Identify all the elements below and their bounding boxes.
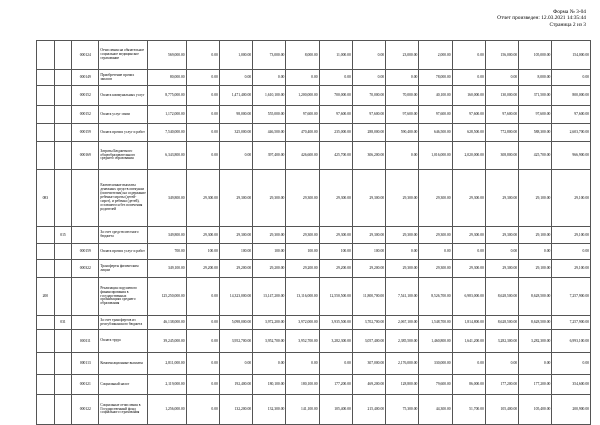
amount-cell: 29,300.00 — [386, 260, 419, 278]
amount-cell: 215,400.00 — [352, 395, 385, 425]
amount-cell: 8,628,500.00 — [485, 316, 518, 330]
specifics-code-cell: 000124 — [72, 41, 99, 70]
amount-cell: 79,600.00 — [419, 375, 452, 395]
program-code-cell — [37, 330, 55, 353]
amount-cell: 73,000.00 — [253, 41, 286, 70]
amount-cell: 5,098,000.00 — [219, 316, 252, 330]
amount-cell: 2,119,000.00 — [148, 375, 186, 395]
amount-cell: 192,400.00 — [219, 375, 252, 395]
amount-cell: 29,200.00 — [286, 260, 319, 278]
amount-cell: 8,000.00 — [519, 70, 552, 86]
amount-cell: 555,000.00 — [253, 106, 286, 124]
amount-cell: 141,100.00 — [286, 395, 319, 425]
amount-cell: 29,300.00 — [219, 170, 252, 227]
amount-cell: 0.00 — [419, 244, 452, 260]
amount-cell: 154,000.00 — [552, 41, 591, 70]
amount-cell: 1,460,800.00 — [419, 330, 452, 353]
program-code-cell — [37, 353, 55, 375]
amount-cell: 29,300.00 — [253, 170, 286, 227]
amount-cell: 97,600.00 — [386, 106, 419, 124]
amount-cell: 469,200.00 — [352, 375, 385, 395]
amount-cell: 0.00 — [552, 353, 591, 375]
amount-cell: 349,800.00 — [148, 227, 186, 244]
amount-cell: 2,385,500.00 — [386, 330, 419, 353]
program-code-cell — [37, 316, 55, 330]
amount-cell: 0.00 — [386, 142, 419, 170]
amount-cell: 0.00 — [452, 70, 485, 86]
amount-cell: 97,600.00 — [319, 106, 352, 124]
program-code-cell — [37, 106, 55, 124]
subprogram-code-cell — [54, 330, 72, 353]
amount-cell: 44,300.00 — [419, 395, 452, 425]
amount-cell: 29,300.00 — [485, 227, 518, 244]
subprogram-code-cell — [54, 353, 72, 375]
amount-cell: 29,300.00 — [352, 170, 385, 227]
amount-cell: 7,257,900.00 — [552, 316, 591, 330]
description-cell: За счет средств местного бюджета — [99, 227, 148, 244]
amount-cell: 0.00 — [452, 41, 485, 70]
amount-cell: 70,000.00 — [352, 86, 385, 106]
amount-cell: 425,700.00 — [319, 142, 352, 170]
amount-cell: 177,200.00 — [485, 375, 518, 395]
amount-cell: 772,800.00 — [485, 124, 518, 142]
amount-cell: 128,800.00 — [386, 375, 419, 395]
amount-cell: 29,300.00 — [286, 170, 319, 227]
amount-cell: 29,300.00 — [452, 260, 485, 278]
amount-cell: 0.00 — [485, 70, 518, 86]
amount-cell: 0.00 — [186, 375, 219, 395]
subprogram-code-cell — [54, 170, 72, 227]
subprogram-code-cell: 031 — [54, 316, 72, 330]
amount-cell: 8,526,700.00 — [419, 278, 452, 316]
amount-cell: 29,300.00 — [219, 227, 252, 244]
description-cell: Трансферты физическим лицам — [99, 260, 148, 278]
amount-cell: 105,400.00 — [319, 395, 352, 425]
amount-cell: 29,100.00 — [519, 260, 552, 278]
amount-cell: 1,610,100.00 — [253, 86, 286, 106]
amount-cell: 3,057,400.00 — [352, 330, 385, 353]
amount-cell: 700,000.00 — [319, 86, 352, 106]
amount-cell: 0.00 — [186, 353, 219, 375]
table-row — [37, 70, 591, 86]
amount-cell: 130,000.00 — [485, 86, 518, 106]
description-cell: За счет трансфертов из республиканского бюджета — [99, 316, 148, 330]
amount-cell: 29,300.00 — [386, 227, 419, 244]
table-row — [37, 395, 591, 425]
table-row — [37, 316, 591, 330]
specifics-code-cell: 000169 — [72, 142, 99, 170]
amount-cell: 2,603,700.00 — [552, 124, 591, 142]
table-row — [37, 244, 591, 260]
amount-cell: 29,100.00 — [552, 227, 591, 244]
amount-cell: 1,548,700.00 — [419, 316, 452, 330]
amount-cell: 569,000.00 — [148, 41, 186, 70]
subprogram-code-cell — [54, 124, 72, 142]
amount-cell: 0.00 — [186, 395, 219, 425]
amount-cell: 97,600.00 — [519, 106, 552, 124]
amount-cell: 12,550,500.00 — [319, 278, 352, 316]
amount-cell: 97,600.00 — [286, 106, 319, 124]
specifics-code-cell — [72, 227, 99, 244]
amount-cell: 29,300.00 — [186, 170, 219, 227]
table-row — [37, 278, 591, 316]
specifics-code-cell: 000322 — [72, 260, 99, 278]
amount-cell: 330,000.00 — [419, 353, 452, 375]
subprogram-code-cell — [54, 70, 72, 86]
table-row — [37, 353, 591, 375]
amount-cell: 132,300.00 — [253, 395, 286, 425]
amount-cell: 7,257,900.00 — [552, 278, 591, 316]
amount-cell: 3,282,300.00 — [485, 330, 518, 353]
amount-cell: 29,200.00 — [253, 260, 286, 278]
description-cell: Компенсационные выплаты — [99, 353, 148, 375]
amount-cell: 306,200.00 — [352, 142, 385, 170]
amount-cell: 1,172,000.00 — [148, 106, 186, 124]
amount-cell: 39,245,000.00 — [148, 330, 186, 353]
amount-cell: 354,600.00 — [552, 375, 591, 395]
amount-cell: 0.00 — [452, 244, 485, 260]
specifics-code-cell: 000152 — [72, 106, 99, 124]
amount-cell: 0.00 — [386, 244, 419, 260]
amount-cell: 29,300.00 — [186, 227, 219, 244]
amount-cell: 470,400.00 — [286, 124, 319, 142]
amount-cell: 0.00 — [485, 353, 518, 375]
description-cell: Оплата труда — [99, 330, 148, 353]
specifics-code-cell — [72, 278, 99, 316]
subprogram-code-cell — [54, 142, 72, 170]
amount-cell: 75,300.00 — [386, 395, 419, 425]
specifics-code-cell: 000159 — [72, 244, 99, 260]
amount-cell: 446,500.00 — [253, 124, 286, 142]
specifics-code-cell — [72, 170, 99, 227]
amount-cell: 86,000.00 — [452, 375, 485, 395]
program-code-cell — [37, 142, 55, 170]
amount-cell: 3,935,500.00 — [319, 316, 352, 330]
amount-cell: 11,000.00 — [319, 41, 352, 70]
description-cell: Реализация подушевого финансирования в государственных организациях среднего образования — [99, 278, 148, 316]
specifics-code-cell: 000159 — [72, 124, 99, 142]
amount-cell: 0.00 — [186, 124, 219, 142]
amount-cell: 0.00 — [186, 41, 219, 70]
amount-cell: 0.00 — [186, 278, 219, 316]
description-cell: Затраты Бюджетного общеобразовательного среднего образования — [99, 142, 148, 170]
table-row — [37, 375, 591, 395]
amount-cell: 700.00 — [148, 244, 186, 260]
amount-cell: 588,300.00 — [519, 124, 552, 142]
amount-cell: 426,600.00 — [286, 142, 319, 170]
amount-cell: 177,200.00 — [519, 375, 552, 395]
amount-cell: 97,600.00 — [452, 106, 485, 124]
amount-cell: 13,116,000.00 — [286, 278, 319, 316]
amount-cell: 628,500.00 — [452, 124, 485, 142]
amount-cell: 1,814,800.00 — [452, 316, 485, 330]
amount-cell: 100.00 — [352, 244, 385, 260]
program-code-cell — [37, 86, 55, 106]
amount-cell: 51,700.00 — [452, 395, 485, 425]
amount-cell: 0.00 — [386, 70, 419, 86]
subprogram-code-cell: 015 — [54, 227, 72, 244]
amount-cell: 180,100.00 — [286, 375, 319, 395]
amount-cell: 29,300.00 — [485, 260, 518, 278]
subprogram-code-cell — [54, 395, 72, 425]
amount-cell: 105,400.00 — [519, 395, 552, 425]
amount-cell: 0.00 — [186, 316, 219, 330]
description-cell: Ежемесячные выплаты денежных средств опекунам (попечителям) на содержание ребенка-сироты (детей-сирот), и ребенка (детей), оставшегося без попечения родителей — [99, 170, 148, 227]
amount-cell: 70,000.00 — [386, 86, 419, 106]
amount-cell: 100.00 — [186, 244, 219, 260]
amount-cell: 349,100.00 — [148, 260, 186, 278]
amount-cell: 3,702,700.00 — [352, 316, 385, 330]
amount-cell: 6,983,000.00 — [452, 278, 485, 316]
amount-cell: 2,000.00 — [419, 41, 452, 70]
amount-cell: 7,540,000.00 — [148, 124, 186, 142]
amount-cell: 6,993,100.00 — [552, 330, 591, 353]
table-row — [37, 106, 591, 124]
amount-cell: 308,800.00 — [485, 142, 518, 170]
subprogram-code-cell — [54, 244, 72, 260]
amount-cell: 0.00 — [519, 353, 552, 375]
amount-cell: 0.00 — [186, 86, 219, 106]
table-row — [37, 86, 591, 106]
amount-cell: 0.00 — [485, 244, 518, 260]
subprogram-code-cell — [54, 106, 72, 124]
amount-cell: 97,600.00 — [485, 106, 518, 124]
amount-cell: 29,300.00 — [319, 227, 352, 244]
amount-cell: 8,000.00 — [286, 41, 319, 70]
description-cell: Оплата прочих услуг и работ — [99, 244, 148, 260]
amount-cell: 8,628,500.00 — [485, 278, 518, 316]
amount-cell: 23,000.00 — [386, 41, 419, 70]
amount-cell: 14,323,000.00 — [219, 278, 252, 316]
amount-cell: 371,500.00 — [519, 86, 552, 106]
amount-cell: 100.00 — [319, 244, 352, 260]
amount-cell: 29,100.00 — [552, 170, 591, 227]
amount-cell: 3,952,700.00 — [253, 330, 286, 353]
amount-cell: 0.00 — [253, 70, 286, 86]
amount-cell: 29,300.00 — [319, 170, 352, 227]
amount-cell: 0.00 — [186, 70, 219, 86]
amount-cell: 29,100.00 — [519, 170, 552, 227]
amount-cell: 6,343,800.00 — [148, 142, 186, 170]
amount-cell: 29,200.00 — [219, 260, 252, 278]
amount-cell: 29,300.00 — [419, 170, 452, 227]
amount-cell: 0.00 — [219, 142, 252, 170]
description-cell: Оплата прочих услуг и работ — [99, 124, 148, 142]
specifics-code-cell: 000111 — [72, 330, 99, 353]
table-row — [37, 260, 591, 278]
amount-cell: 646,500.00 — [419, 124, 452, 142]
amount-cell: 29,200.00 — [186, 260, 219, 278]
specifics-code-cell — [72, 316, 99, 330]
amount-cell: 3,282,300.00 — [319, 330, 352, 353]
amount-cell: 0.00 — [519, 244, 552, 260]
amount-cell: 180,100.00 — [253, 375, 286, 395]
amount-cell: 100.00 — [253, 244, 286, 260]
amount-cell: 307,000.00 — [352, 353, 385, 375]
amount-cell: 156,000.00 — [485, 41, 518, 70]
amount-cell: 235,000.00 — [319, 124, 352, 142]
amount-cell: 160,000.00 — [452, 86, 485, 106]
amount-cell: 2,020,000.00 — [452, 142, 485, 170]
amount-cell: 29,200.00 — [319, 260, 352, 278]
amount-cell: 0.00 — [319, 70, 352, 86]
specifics-code-cell: 000121 — [72, 375, 99, 395]
table-row — [37, 124, 591, 142]
budget-table — [36, 40, 591, 425]
table-row — [37, 170, 591, 227]
report-header — [346, 9, 586, 28]
page-number: Страница 2 из 3 — [549, 21, 586, 28]
program-code-cell — [37, 124, 55, 142]
amount-cell: 0.00 — [286, 70, 319, 86]
amount-cell: 0.00 — [286, 353, 319, 375]
amount-cell: 1,200,000.00 — [286, 86, 319, 106]
amount-cell: 29,100.00 — [519, 227, 552, 244]
amount-cell: 29,300.00 — [253, 227, 286, 244]
amount-cell: 0.00 — [186, 330, 219, 353]
amount-cell: 7,541,100.00 — [386, 278, 419, 316]
amount-cell: 590,400.00 — [386, 124, 419, 142]
table-row — [37, 227, 591, 244]
amount-cell: 29,300.00 — [286, 227, 319, 244]
description-cell: Оплата коммунальных услуг — [99, 86, 148, 106]
program-code-cell — [37, 395, 55, 425]
program-code-cell — [37, 227, 55, 244]
amount-cell: 46,138,000.00 — [148, 316, 186, 330]
amount-cell: 8,628,500.00 — [519, 316, 552, 330]
description-cell: Отчисления на обязательное социальное медицинское страхование — [99, 41, 148, 70]
amount-cell: 3,952,700.00 — [219, 330, 252, 353]
specifics-code-cell: 000152 — [72, 86, 99, 106]
amount-cell: 425,700.00 — [519, 142, 552, 170]
amount-cell: 0.00 — [219, 70, 252, 86]
program-code-cell — [37, 41, 55, 70]
description-cell: Социальные отчисления в Государственный фонд социального страхования — [99, 395, 148, 425]
amount-cell: 177,200.00 — [319, 375, 352, 395]
amount-cell: 0.00 — [552, 244, 591, 260]
amount-cell: 800,000.00 — [552, 86, 591, 106]
amount-cell: 2,067,100.00 — [386, 316, 419, 330]
amount-cell: 288,000.00 — [352, 124, 385, 142]
amount-cell: 3,972,000.00 — [286, 316, 319, 330]
amount-cell: 1,000.00 — [219, 41, 252, 70]
program-code-cell — [37, 70, 55, 86]
amount-cell: 29,200.00 — [352, 260, 385, 278]
amount-cell: 29,100.00 — [552, 260, 591, 278]
amount-cell: 78,000.00 — [419, 70, 452, 86]
amount-cell: 0.00 — [452, 353, 485, 375]
table-row — [37, 142, 591, 170]
amount-cell: 200,900.00 — [552, 395, 591, 425]
amount-cell: 397,400.00 — [253, 142, 286, 170]
amount-cell: 105,000.00 — [519, 41, 552, 70]
amount-cell: 349,800.00 — [148, 170, 186, 227]
table-row — [37, 41, 591, 70]
program-code-cell: 200 — [37, 278, 55, 316]
specifics-code-cell: 000113 — [72, 353, 99, 375]
amount-cell: 97,600.00 — [552, 106, 591, 124]
subprogram-code-cell — [54, 375, 72, 395]
amount-cell: 0.00 — [253, 353, 286, 375]
amount-cell: 80,000.00 — [148, 70, 186, 86]
subprogram-code-cell — [54, 41, 72, 70]
program-code-cell: 083 — [37, 170, 55, 227]
program-code-cell — [37, 375, 55, 395]
amount-cell: 0.00 — [186, 142, 219, 170]
amount-cell: 8,628,500.00 — [519, 278, 552, 316]
amount-cell: 0.00 — [352, 70, 385, 86]
report-timestamp: Отчет произведен: 12.03.2021 14:35:44 — [497, 15, 586, 22]
amount-cell: 132,200.00 — [219, 395, 252, 425]
amount-cell: 97,600.00 — [352, 106, 385, 124]
amount-cell: 966,900.00 — [552, 142, 591, 170]
amount-cell: 1,016,000.00 — [419, 142, 452, 170]
amount-cell: 3,972,200.00 — [253, 316, 286, 330]
amount-cell: 3,952,700.00 — [286, 330, 319, 353]
form-number: Форма № 3-04 — [552, 9, 586, 15]
amount-cell: 1,641,200.00 — [452, 330, 485, 353]
amount-cell: 1,471,400.00 — [219, 86, 252, 106]
amount-cell: 325,000.00 — [219, 124, 252, 142]
table-row — [37, 330, 591, 353]
description-cell: Приобретение прочих запасов — [99, 70, 148, 86]
program-code-cell — [37, 244, 55, 260]
amount-cell: 29,300.00 — [419, 227, 452, 244]
description-cell: Социальный налог — [99, 375, 148, 395]
amount-cell: 29,300.00 — [419, 260, 452, 278]
amount-cell: 8,775,000.00 — [148, 86, 186, 106]
amount-cell: 11,800,700.00 — [352, 278, 385, 316]
table-body — [37, 41, 591, 425]
amount-cell: 29,300.00 — [485, 170, 518, 227]
amount-cell: 0.00 — [186, 106, 219, 124]
amount-cell: 29,300.00 — [452, 170, 485, 227]
specifics-code-cell: 000122 — [72, 395, 99, 425]
amount-cell: 0.00 — [352, 41, 385, 70]
amount-cell: 2,811,000.00 — [148, 353, 186, 375]
amount-cell: 29,300.00 — [386, 170, 419, 227]
subprogram-code-cell — [54, 86, 72, 106]
specifics-code-cell: 000149 — [72, 70, 99, 86]
amount-cell: 13,147,200.00 — [253, 278, 286, 316]
amount-cell: 97,600.00 — [419, 106, 452, 124]
subprogram-code-cell — [54, 278, 72, 316]
amount-cell: 100.00 — [219, 244, 252, 260]
amount-cell: 40,100.00 — [419, 86, 452, 106]
amount-cell: 29,300.00 — [352, 227, 385, 244]
amount-cell: 0.00 — [552, 70, 591, 86]
subprogram-code-cell — [54, 260, 72, 278]
amount-cell: 98,000.00 — [219, 106, 252, 124]
amount-cell: 105,400.00 — [485, 395, 518, 425]
amount-cell: 0.00 — [219, 353, 252, 375]
amount-cell: 125,250,000.00 — [148, 278, 186, 316]
amount-cell: 100.00 — [286, 244, 319, 260]
amount-cell: 3,282,300.00 — [519, 330, 552, 353]
amount-cell: 29,300.00 — [452, 227, 485, 244]
amount-cell: 1,256,000.00 — [148, 395, 186, 425]
amount-cell: 2,176,000.00 — [386, 353, 419, 375]
description-cell: Оплата услуг связи — [99, 106, 148, 124]
program-code-cell — [37, 260, 55, 278]
amount-cell: 0.00 — [319, 353, 352, 375]
